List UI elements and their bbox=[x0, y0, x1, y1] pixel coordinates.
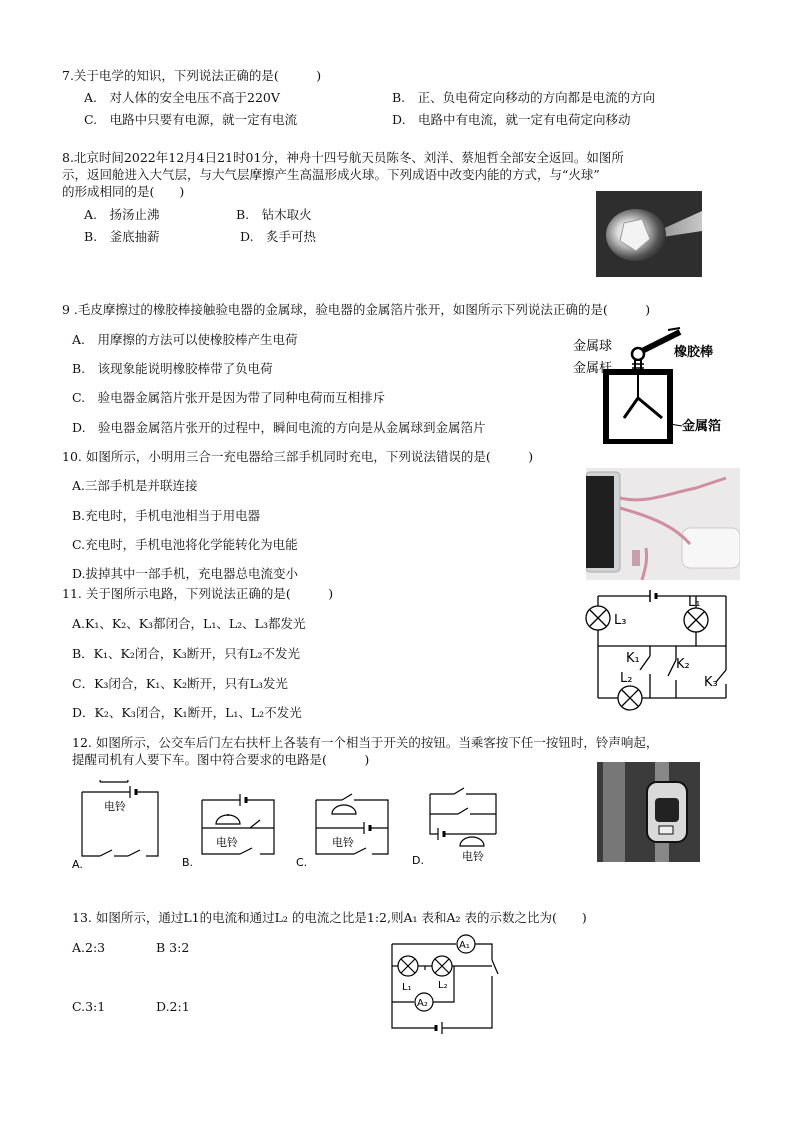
bell-label: 电铃 bbox=[216, 836, 238, 849]
switch-icon bbox=[250, 820, 260, 828]
switch-icon bbox=[492, 960, 498, 974]
label-metal-ball: 金属球 bbox=[573, 339, 613, 354]
q7-stem: 7.关于电学的知识，下列说法正确的是( ) bbox=[62, 68, 322, 83]
label-L1: L₁ bbox=[402, 982, 412, 993]
metal-ball bbox=[632, 348, 644, 360]
q9-option-a: A. 用摩擦的方法可以使橡胶棒产生电荷 bbox=[72, 332, 298, 347]
q13-stem: 13. 如图所示，通过L1的电流和通过L₂ 的电流之比是1:2,则A₁ 表和A₂ 表的示数之比为( ) bbox=[72, 910, 587, 925]
q8-option-d: D. 炙手可热 bbox=[240, 229, 317, 244]
metal-foil-right bbox=[638, 398, 662, 418]
label-K3: K₃ bbox=[704, 675, 718, 690]
switch-K1-icon bbox=[640, 656, 650, 670]
switch-icon bbox=[354, 848, 366, 854]
circuit-option-c bbox=[294, 790, 394, 872]
q8-stem-line3: 的形成相同的是( ) bbox=[62, 184, 185, 199]
bell-icon bbox=[460, 837, 484, 846]
option-a-label: A. bbox=[72, 858, 83, 871]
label-K2: K₂ bbox=[676, 657, 690, 672]
label-metal-rod: 金属杆 bbox=[573, 361, 613, 376]
bell-label: 电铃 bbox=[462, 850, 484, 863]
q10-option-c: C.充电时，手机电池将化学能转化为电能 bbox=[72, 537, 298, 552]
metal-foil-left bbox=[624, 398, 638, 418]
circuit-figure-q11 bbox=[580, 586, 736, 718]
bell-icon bbox=[216, 815, 240, 824]
circuit-option-d bbox=[408, 784, 508, 872]
q12-stem-line2: 提醒司机有人要下车。图中符合要求的电路是( ) bbox=[72, 752, 370, 767]
q9-option-b: B. 该现象能说明橡胶棒带了负电荷 bbox=[72, 361, 273, 376]
q8-option-b: B. 钻木取火 bbox=[236, 207, 312, 222]
q7-option-c: C. 电路中只要有电源，就一定有电流 bbox=[84, 112, 298, 127]
q10-option-d: D.拔掉其中一部手机，充电器总电流变小 bbox=[72, 566, 299, 581]
label-L3: L₃ bbox=[614, 613, 627, 628]
q10-stem: 10. 如图所示，小明用三合一充电器给三部手机同时充电，下列说法错误的是( ) bbox=[62, 449, 534, 464]
label-L2: L₂ bbox=[620, 671, 633, 686]
q13-option-b: B 3:2 bbox=[156, 940, 190, 955]
label-K1: K₁ bbox=[626, 651, 640, 666]
bus-button-photo bbox=[597, 762, 700, 862]
q11-stem: 11. 关于图所示电路，下列说法正确的是( ) bbox=[62, 586, 334, 601]
circuit-option-b bbox=[180, 790, 280, 872]
q11-option-c: C．K₃闭合，K₁、K₂断开，只有L₃发光 bbox=[72, 676, 288, 691]
option-b-label: B. bbox=[182, 856, 194, 869]
q13-option-c: C.3:1 bbox=[72, 999, 106, 1014]
q7-option-a: A. 对人体的安全电压不高于220V bbox=[84, 90, 280, 105]
switch-icon bbox=[454, 788, 464, 794]
q12-stem-line1: 12. 如图所示，公交车后门左右扶杆上各装有一个相当于开关的按钮。当乘客按下任一按钮时，铃声响起， bbox=[72, 735, 659, 750]
fireball-capsule-photo bbox=[596, 191, 702, 277]
q10-option-a: A.三部手机是并联连接 bbox=[72, 478, 198, 493]
q9-option-d: D. 验电器金属箔片张开的过程中，瞬间电流的方向是从金属球到金属箔片 bbox=[72, 420, 486, 435]
label-rubber-rod: 橡胶棒 bbox=[674, 345, 714, 360]
charger-phones-photo bbox=[586, 468, 740, 580]
label-A1: A₁ bbox=[459, 940, 470, 951]
q10-option-b: B.充电时，手机电池相当于用电器 bbox=[72, 508, 261, 523]
q8-stem-line1: 8.北京时间2022年12月4日21时01分，神舟十四号航天员陈冬、刘洋、蔡旭哲全部安全返回。如图所 bbox=[62, 150, 624, 165]
electroscope-figure bbox=[570, 322, 730, 444]
q11-option-d: D．K₂、K₃闭合，K₁断开，L₁、L₂不发光 bbox=[72, 705, 302, 720]
circuit-option-a bbox=[70, 780, 166, 872]
q11-option-a: A.K₁、K₂、K₃都闭合，L₁、L₂、L₃都发光 bbox=[72, 616, 306, 631]
option-c-label: C. bbox=[296, 856, 308, 869]
switch-icon bbox=[342, 794, 352, 800]
q8-stem-line2: 示，返回舱进入大气层，与大气层摩擦产生高温形成火球。下列成语中改变内能的方式，与“火球” bbox=[62, 167, 600, 182]
label-L1: L₁ bbox=[688, 595, 701, 610]
switch-icon bbox=[100, 850, 112, 856]
label-A2: A₂ bbox=[417, 998, 428, 1009]
circuit-figure-q13 bbox=[384, 930, 504, 1036]
bell-label: 电铃 bbox=[104, 800, 126, 813]
option-d-label: D. bbox=[412, 854, 424, 867]
q7-option-d: D. 电路中有电流，就一定有电荷定向移动 bbox=[392, 112, 631, 127]
label-L2: L₂ bbox=[438, 980, 448, 991]
q13-option-a: A.2:3 bbox=[72, 940, 106, 955]
switch-icon bbox=[458, 808, 468, 814]
q11-option-b: B．K₁、K₂闭合，K₃断开，只有L₂不发光 bbox=[72, 646, 301, 661]
q9-option-c: C. 验电器金属箔片张开是因为带了同种电荷而互相排斥 bbox=[72, 390, 386, 405]
q8-option-a: A. 扬汤止沸 bbox=[84, 207, 160, 222]
label-metal-foil: 金属箔 bbox=[682, 419, 722, 434]
switch-icon bbox=[240, 848, 252, 854]
bell-icon bbox=[332, 805, 356, 814]
switch-icon bbox=[128, 850, 140, 856]
bell-label: 电铃 bbox=[332, 836, 354, 849]
switch-K2-icon bbox=[668, 660, 676, 676]
q8-option-c: B. 釜底抽薪 bbox=[84, 229, 160, 244]
q9-stem: 9 .毛皮摩擦过的橡胶棒接触验电器的金属球，验电器的金属箔片张开，如图所示下列说法正确的是( ) bbox=[62, 302, 651, 317]
q7-option-b: B. 正、负电荷定向移动的方向都是电流的方向 bbox=[392, 90, 656, 105]
q13-option-d: D.2:1 bbox=[156, 999, 190, 1014]
